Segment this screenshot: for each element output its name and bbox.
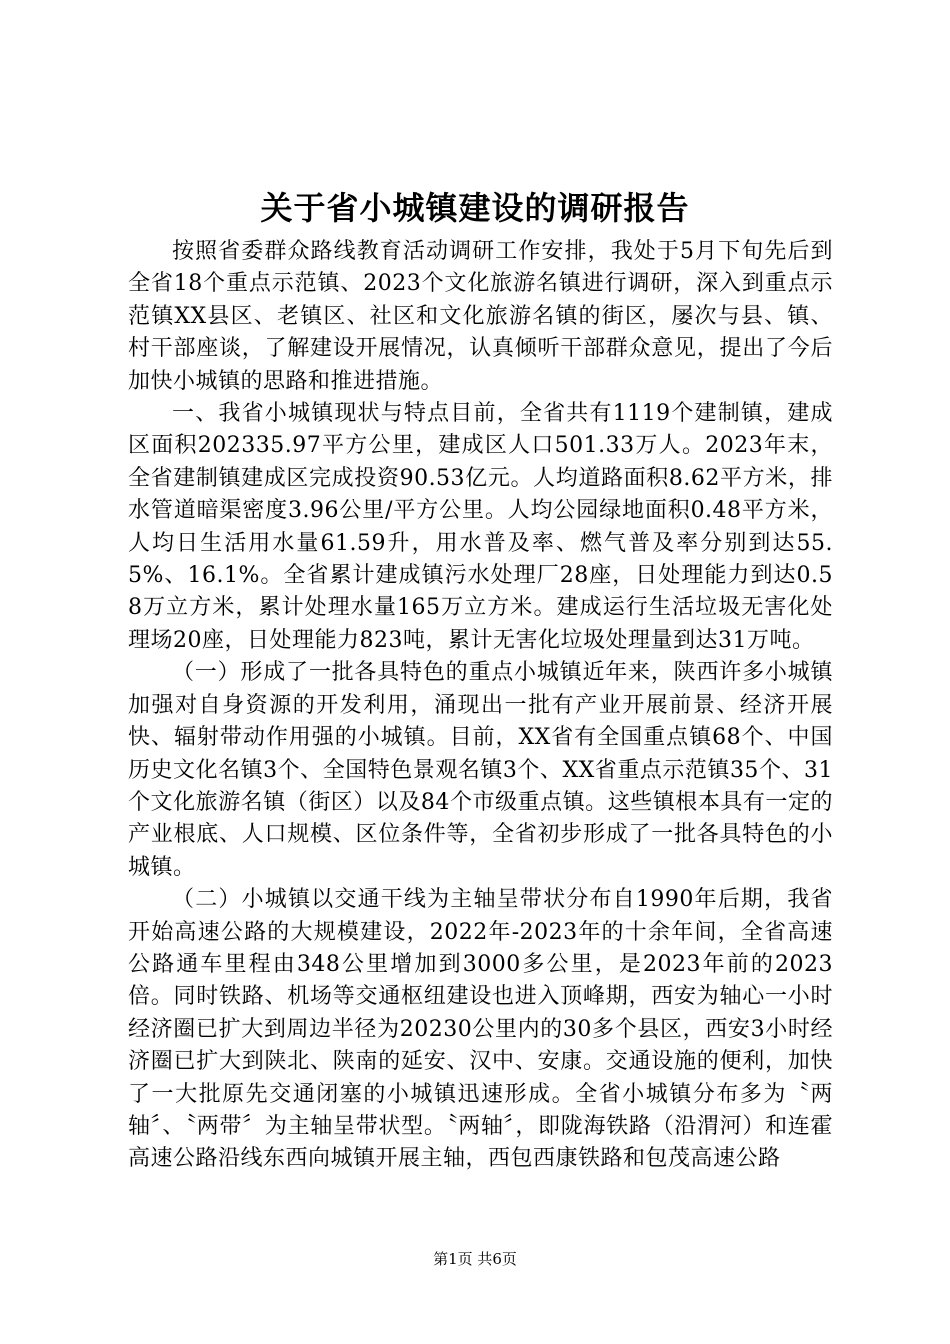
document-title: 关于省小城镇建设的调研报告 xyxy=(260,189,690,227)
paragraph-intro: 按照省委群众路线教育活动调研工作安排，我处于5月下旬先后到全省18个重点示范镇、2023个文化旅游名镇进行调研，深入到重点示范镇XX县区、老镇区、社区和文化旅游名镇的街区，屡次与县、镇、村干部座谈，了解建设开展情况，认真倾听干部群众意见，提出了今后加快小城镇的思路和推进措施。 xyxy=(128,239,833,394)
paragraph-subsection-two: （二）小城镇以交通干线为主轴呈带状分布自1990年后期，我省开始高速公路的大规模建设，2022年-2023年的十余年间，全省高速公路通车里程由348公里增加到3000多公里，是2023年前的2023倍。同时铁路、机场等交通枢纽建设也进入顶峰期，西安为轴心一小时经济圈已扩大到周边半径为20230公里内的30多个县区，西安3小时经济圈已扩大到陕北、陕南的延安、汉中、安康。交通设施的便利，加快了一大批原先交通闭塞的小城镇迅速形成。全省小城镇分布多为〝两轴〞、〝两带〞为主轴呈带状型。〝两轴〞，即陇海铁路（沿渭河）和连霍高速公路沿线东西向城镇开展主轴，西包西康铁路和包茂高速公路 xyxy=(128,887,833,1172)
paragraph-subsection-one: （一）形成了一批各具特色的重点小城镇近年来，陕西许多小城镇加强对自身资源的开发利用，涌现出一批有产业开展前景、经济开展快、辐射带动作用强的小城镇。目前，XX省有全国重点镇68个、中国历史文化名镇3个、全国特色景观名镇3个、XX省重点示范镇35个、31个文化旅游名镇（街区）以及84个市级重点镇。这些镇根本具有一定的产业根底、人口规模、区位条件等，全省初步形成了一批各具特色的小城镇。 xyxy=(128,660,833,880)
paragraph-section-one: 一、我省小城镇现状与特点目前，全省共有1119个建制镇，建成区面积202335.97平方公里，建成区人口501.33万人。2023年末，全省建制镇建成区完成投资90.53亿元。人均道路面积8.62平方米，排水管道暗渠密度3.96公里/平方公里。人均公园绿地面积0.48平方米，人均日生活用水量61.59升，用水普及率、燃气普及率分别到达55.5%、16.1%。全省累计建成镇污水处理厂28座，日处理能力到达0.58万立方米，累计处理水量165万立方米。建成运行生活垃圾无害化处理场20座，日处理能力823吨，累计无害化垃圾处理量到达31万吨。 xyxy=(128,401,833,653)
document-body xyxy=(128,236,833,1176)
page-number-footer: 第1页 共6页 xyxy=(433,1250,517,1268)
